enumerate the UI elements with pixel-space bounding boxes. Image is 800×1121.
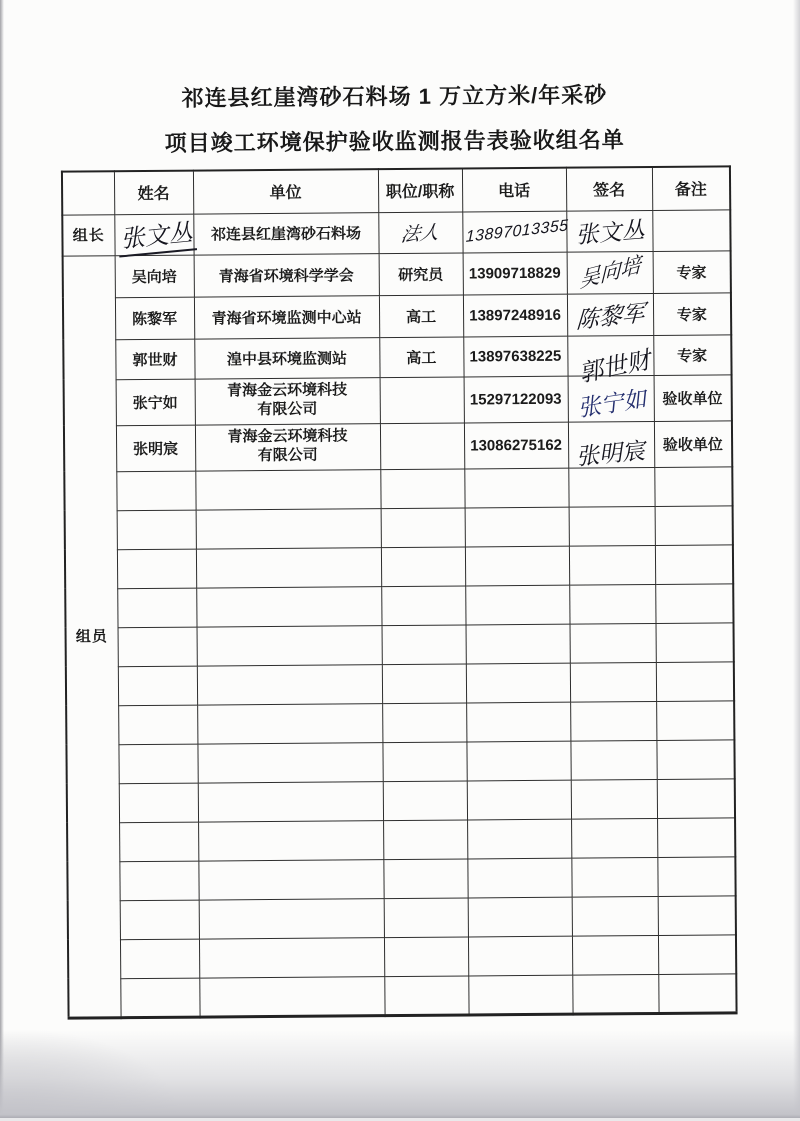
empty-cell [569, 506, 655, 546]
empty-member-row [67, 778, 735, 822]
empty-cell [118, 627, 197, 667]
empty-cell [197, 664, 382, 704]
empty-cell [382, 663, 466, 703]
role-label-leader: 组长 [62, 214, 114, 255]
empty-cell [116, 471, 195, 511]
empty-cell [381, 507, 465, 547]
header-signature: 签名 [566, 167, 652, 211]
empty-cell [198, 781, 383, 821]
empty-cell [464, 468, 568, 508]
unit-cell: 祁连县红崖湾砂石料场 [193, 212, 378, 254]
empty-cell [654, 466, 732, 506]
empty-cell [657, 856, 735, 896]
signature-handwriting: 郭世财 [576, 346, 653, 388]
empty-cell [120, 978, 199, 1018]
handwritten-name: 张文丛 [115, 212, 196, 257]
empty-cell [467, 819, 571, 859]
position-cell [380, 422, 464, 469]
empty-cell [380, 468, 464, 508]
empty-cell [466, 702, 570, 742]
empty-cell [657, 817, 735, 857]
empty-cell [465, 507, 569, 547]
remark-cell: 验收单位 [654, 420, 732, 467]
unit-cell: 青海省环境监测中心站 [194, 295, 379, 338]
signature-handwriting: 陈黎军 [574, 298, 646, 333]
empty-cell [569, 545, 655, 585]
empty-cell [199, 937, 384, 977]
position-cell: 研究员 [379, 252, 463, 295]
empty-cell [381, 546, 465, 586]
empty-cell [119, 822, 198, 862]
empty-cell [570, 740, 656, 780]
empty-member-row [66, 739, 734, 783]
remark-cell: 专家 [653, 250, 731, 293]
empty-cell [382, 741, 466, 781]
empty-cell [656, 739, 734, 779]
roster-body [62, 166, 737, 1017]
empty-cell [197, 703, 382, 743]
empty-cell [571, 818, 657, 858]
unit-cell: 湟中县环境监测站 [194, 337, 379, 378]
empty-cell [196, 586, 381, 626]
position-cell [378, 212, 462, 254]
empty-cell [196, 547, 381, 587]
remark-cell [652, 209, 730, 251]
empty-cell [199, 976, 384, 1016]
empty-member-row [66, 622, 734, 666]
unit-line-1: 青海金云环境科技 [227, 381, 348, 400]
title-line-1: 祁连县红崖湾砂石料场 1 万立方米/年采砂 [181, 82, 608, 111]
position-cell: 高工 [379, 294, 463, 337]
empty-cell [117, 549, 196, 589]
empty-cell [383, 858, 467, 898]
signature-cell [566, 210, 652, 252]
phone-cell: 13897638225 [463, 336, 567, 377]
phone-cell: 13897248916 [463, 294, 567, 337]
empty-cell [466, 663, 570, 703]
table-row-member [63, 334, 731, 379]
empty-cell [197, 742, 382, 782]
name-cell [114, 214, 193, 256]
table-row-member [64, 420, 732, 471]
empty-cell [197, 625, 382, 665]
table-row-member [64, 374, 732, 425]
signature-cell [567, 251, 653, 294]
name-cell: 吴向培 [115, 255, 194, 298]
signature-cell [567, 293, 653, 336]
empty-cell [570, 701, 656, 741]
empty-cell [199, 898, 384, 938]
empty-cell [572, 974, 658, 1014]
empty-cell [118, 744, 197, 784]
empty-cell [655, 505, 733, 545]
empty-cell [572, 935, 658, 975]
empty-cell [465, 546, 569, 586]
header-remark: 备注 [652, 166, 730, 210]
empty-cell [656, 622, 734, 662]
empty-cell [382, 702, 466, 742]
empty-member-row [65, 505, 733, 549]
phone-cell: 13909718829 [463, 252, 567, 295]
name-cell: 张明宸 [116, 425, 195, 472]
document-title [60, 81, 729, 158]
unit-line-1: 青海金云环境科技 [227, 427, 348, 446]
empty-cell [569, 584, 655, 624]
empty-cell [118, 705, 197, 745]
empty-cell [383, 780, 467, 820]
empty-cell [568, 467, 654, 507]
empty-cell [465, 585, 569, 625]
empty-member-row [66, 661, 734, 705]
empty-member-row [68, 973, 736, 1017]
header-row [62, 166, 730, 214]
signature-handwriting: 张文丛 [574, 216, 645, 248]
position-cell: 高工 [379, 336, 463, 377]
handwritten-position: 法人 [399, 222, 441, 247]
name-cell: 张宁如 [116, 379, 195, 426]
empty-cell [467, 780, 571, 820]
empty-cell [384, 936, 468, 976]
empty-cell [657, 778, 735, 818]
empty-member-row [67, 817, 735, 861]
header-position: 职位/职称 [378, 169, 462, 213]
unit-line-2: 有限公司 [257, 400, 318, 419]
empty-cell [656, 700, 734, 740]
empty-cell [384, 975, 468, 1015]
empty-cell [117, 510, 196, 550]
empty-cell [571, 857, 657, 897]
header-unit: 单位 [193, 169, 378, 213]
phone-cell: 15297122093 [464, 376, 568, 423]
empty-cell [466, 741, 570, 781]
phone-cell: 13086275162 [464, 422, 568, 469]
empty-cell [658, 895, 736, 935]
empty-cell [467, 858, 571, 898]
remark-cell: 验收单位 [654, 374, 732, 421]
unit-line-2: 有限公司 [257, 446, 318, 465]
empty-cell [382, 624, 466, 664]
empty-cell [381, 585, 465, 625]
empty-cell [570, 623, 656, 663]
empty-cell [198, 859, 383, 899]
empty-cell [384, 897, 468, 937]
name-cell: 陈黎军 [115, 297, 194, 340]
empty-member-row [68, 934, 736, 978]
signature-cell [568, 375, 654, 422]
empty-cell [117, 588, 196, 628]
empty-cell [120, 900, 199, 940]
header-role [62, 171, 114, 214]
empty-cell [655, 544, 733, 584]
empty-member-row [64, 466, 732, 510]
empty-member-row [66, 700, 734, 744]
empty-cell [383, 819, 467, 859]
handwritten-phone: 13897013355 [465, 216, 569, 246]
empty-cell [120, 939, 199, 979]
empty-cell [468, 936, 572, 976]
header-name: 姓名 [114, 171, 193, 215]
empty-cell [195, 469, 380, 509]
empty-cell [571, 779, 657, 819]
empty-cell [572, 896, 658, 936]
phone-cell [462, 211, 569, 253]
empty-cell [658, 934, 736, 974]
name-cell: 郭世财 [115, 339, 194, 380]
empty-cell [119, 783, 198, 823]
acceptance-group-table [61, 165, 738, 1019]
empty-cell [656, 661, 734, 701]
empty-member-row [65, 544, 733, 588]
empty-member-row [65, 583, 733, 627]
unit-cell: 青海省环境科学学会 [194, 253, 379, 296]
title-line-2: 项目竣工环境保护验收监测报告表验收组名单 [164, 127, 625, 157]
empty-member-row [68, 895, 736, 939]
empty-cell [118, 666, 197, 706]
remark-cell: 专家 [653, 334, 731, 375]
header-phone: 电话 [462, 168, 566, 212]
signature-cell [568, 421, 654, 468]
empty-cell [196, 508, 381, 548]
position-cell [380, 376, 464, 423]
signature-handwriting: 张明宸 [574, 436, 646, 470]
empty-cell [655, 583, 733, 623]
table-row-member [63, 250, 731, 297]
table-row-member [63, 292, 731, 339]
unit-cell [195, 423, 380, 470]
unit-cell [195, 377, 380, 424]
empty-cell [658, 973, 736, 1013]
empty-cell [468, 975, 572, 1015]
empty-cell [468, 897, 572, 937]
empty-member-row [67, 856, 735, 900]
table-row-leader [62, 209, 730, 255]
empty-cell [570, 662, 656, 702]
empty-cell [466, 624, 570, 664]
signature-handwriting: 吴向培 [578, 253, 641, 293]
signature-handwriting: 张宁如 [575, 384, 648, 421]
remark-cell: 专家 [653, 292, 731, 335]
empty-cell [119, 861, 198, 901]
role-label-members: 组员 [63, 255, 121, 1017]
signature-cell [567, 335, 653, 388]
empty-cell [198, 820, 383, 860]
